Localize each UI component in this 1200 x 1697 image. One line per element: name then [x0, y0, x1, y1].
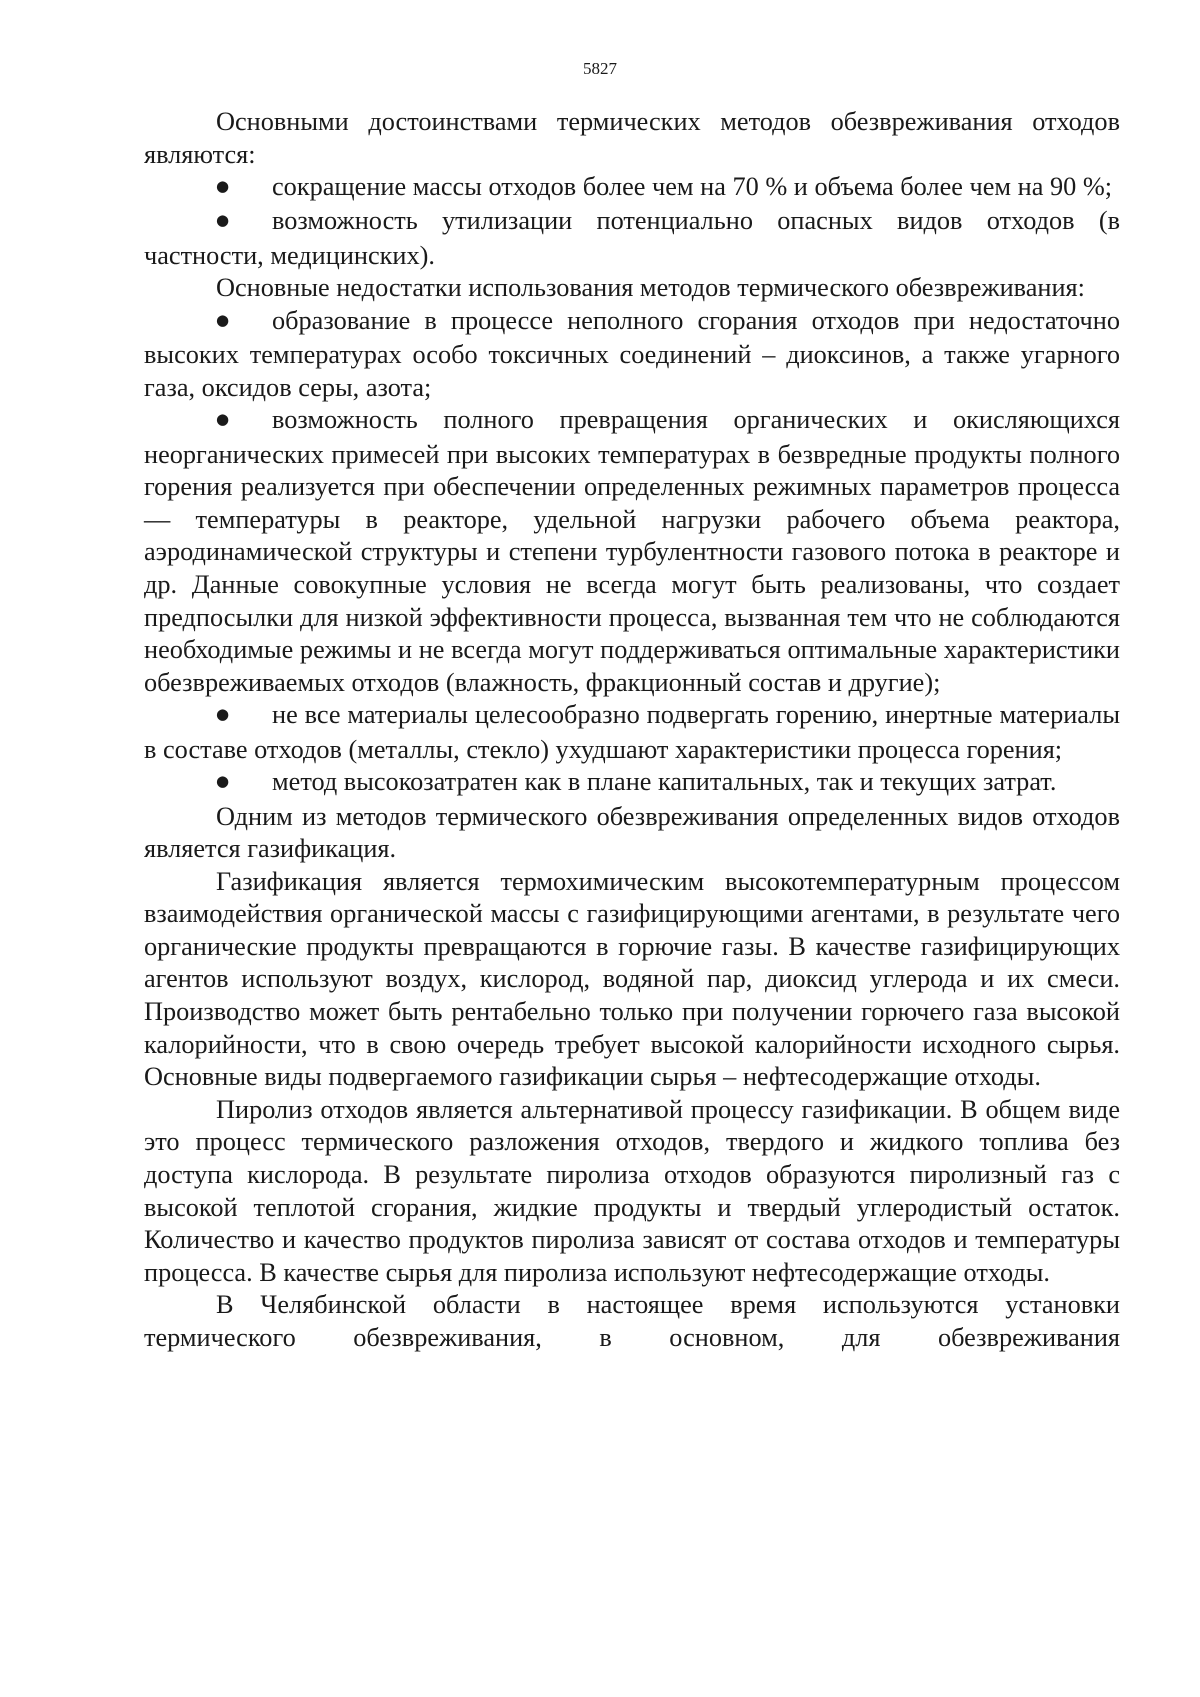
bullet-item-high-cost [144, 766, 1120, 800]
bullet-marker-icon: ● [216, 771, 230, 790]
bullet-item-text: сокращение массы отходов более чем на 70 % и объема более чем на 90 %; [272, 172, 1113, 202]
bullet-item-hazardous-waste [144, 205, 1120, 272]
paragraph-pyrolysis: Пиролиз отходов является альтернативой процессу газификации. В общем виде это процесс термического разложения отходов, твердого и жидкого топлива без доступа кислорода. В результате пиролиза отходов образуются пиролизный газ с высокой теплотой сгорания, жидкие продукты и твердый углеродистый остаток. Количество и качество продуктов пиролиза зависят от состава отходов и температуры процесса. В качестве сырья для пиролиза используют нефтесодержащие отходы. [144, 1094, 1120, 1287]
bullet-marker-icon: ● [216, 705, 230, 724]
bullet-item-text: образование в процессе неполного сгорания отходов при недостаточно высоких температурах особо токсичных соединений – диоксинов, а также угарного газа, оксидов серы, азота; [144, 305, 1120, 402]
bullet-item-inert-materials [144, 699, 1120, 766]
page-number: 5827 [583, 59, 617, 78]
bullet-item-text: не все материалы целесообразно подвергать горению, инертные материалы в составе отходов (металлы, стекло) ухудшают характеристики процесса горения; [144, 700, 1120, 764]
bullet-item-dioxins [144, 305, 1120, 404]
bullet-item-text: метод высокозатратен как в плане капитальных, так и текущих затрат. [272, 767, 1057, 797]
bullet-marker-icon: ● [216, 310, 230, 329]
paragraph-chelyabinsk: В Челябинской области в настоящее время используются установки термического обезвреживания, в основном, для обезвреживания [144, 1290, 1120, 1352]
bullet-marker-icon: ● [216, 176, 230, 195]
bullet-item-process-parameters [144, 404, 1120, 699]
bullet-item-text: возможность утилизации потенциально опасных видов отходов (в частности, медицинских). [144, 206, 1120, 270]
bullet-marker-icon: ● [216, 211, 230, 230]
paragraph-disadvantages-intro: Основные недостатки использования методов термического обезвреживания: [216, 273, 1085, 303]
bullet-item-mass-reduction [144, 171, 1120, 205]
paragraph-advantages-intro: Основными достоинствами термических методов обезвреживания отходов являются: [144, 107, 1120, 169]
paragraph-gasification-intro: Одним из методов термического обезвреживания определенных видов отходов является газификация. [144, 801, 1120, 864]
bullet-marker-icon: ● [216, 410, 230, 429]
bullet-item-text: возможность полного превращения органических и окисляющихся неорганических примесей при высоких температурах в безвредные продукты полного горения реализуется при обеспечении определенных режимных параметров процесса — температуры в реакторе, удельной нагрузки рабочего объема реактора, аэродинамической структуры и степени турбулентности газового потока в реакторе и др. Данные совокупные условия не всегда могут быть реализованы, что создает предпосылки для низкой эффективности процесса, вызванная тем что не соблюдаются необходимые режимы и не всегда могут поддерживаться оптимальные характеристики обезвреживаемых отходов (влажность, фракционный состав и другие); [144, 405, 1120, 697]
document-body [144, 106, 1120, 1355]
paragraph-gasification: Газификация является термохимическим высокотемпературным процессом взаимодействия органической массы с газифицирующими агентами, в результате чего органические продукты превращаются в горючие газы. В качестве газифицирующих агентов используют воздух, кислород, водяной пар, диоксид углерода и их смеси. Производство может быть рентабельно только при получении горючего газа высокой калорийности, что в свою очередь требует высокой калорийности исходного сырья. Основные виды подвергаемого газификации сырья – нефтесодержащие отходы. [144, 866, 1120, 1092]
